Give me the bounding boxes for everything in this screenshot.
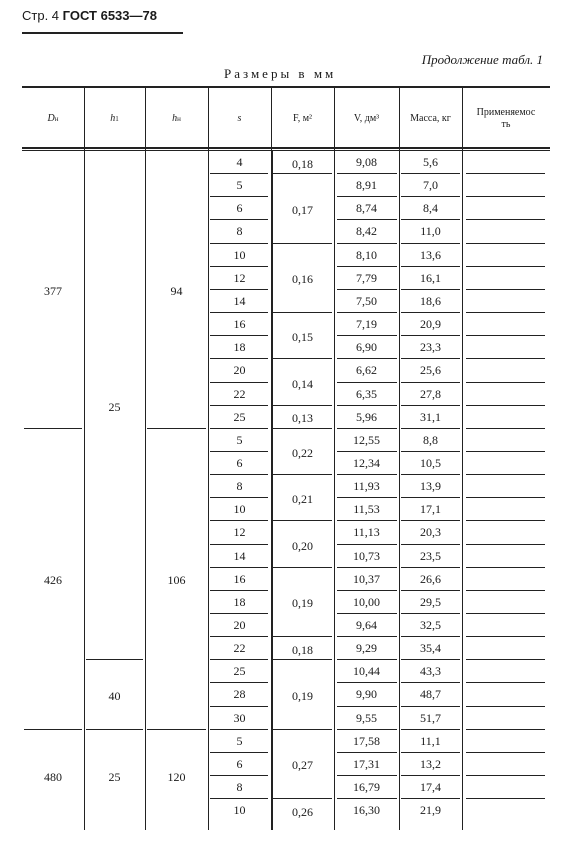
row-line-v — [337, 544, 397, 545]
cell-s: 8 — [236, 224, 243, 239]
cell-s: 6 — [236, 756, 243, 771]
row-line-v — [337, 659, 397, 660]
cell-mass: 17,4 — [420, 780, 441, 795]
row-line-mass — [401, 520, 460, 521]
row-line-usage — [466, 219, 545, 220]
cell-f: 0,19 — [292, 689, 313, 704]
row-line-usage — [466, 312, 545, 313]
row-line-s — [210, 428, 268, 429]
cell-v: 6,90 — [356, 340, 377, 355]
row-line-v — [337, 358, 397, 359]
row-line-s — [210, 682, 268, 683]
cell-s: 14 — [233, 548, 246, 563]
row-line-usage — [466, 682, 545, 683]
row-line-v — [337, 775, 397, 776]
cell-v: 10,00 — [353, 594, 380, 609]
cell-s: 22 — [233, 641, 246, 656]
cell-f: 0,22 — [292, 445, 313, 460]
row-line-v — [337, 173, 397, 174]
cell-mass: 18,6 — [420, 293, 441, 308]
row-line-mass — [401, 752, 460, 753]
column-divider — [462, 86, 463, 830]
cell-f-divider — [273, 659, 332, 660]
row-line-usage — [466, 544, 545, 545]
row-line-usage — [466, 173, 545, 174]
cell-s: 30 — [233, 710, 246, 725]
row-line-usage — [466, 405, 545, 406]
cell-mass: 11,0 — [420, 224, 441, 239]
row-line-mass — [401, 243, 460, 244]
cell-f-divider — [273, 520, 332, 521]
row-line-s — [210, 520, 268, 521]
cell-hn: 120 — [167, 770, 186, 785]
cell-s: 6 — [236, 201, 243, 216]
cell-f-divider — [273, 358, 332, 359]
row-line-v — [337, 266, 397, 267]
page-header — [22, 8, 157, 23]
row-line-mass — [401, 798, 460, 799]
row-line-s — [210, 474, 268, 475]
cell-hn: 94 — [170, 283, 183, 298]
cell-mass: 13,9 — [420, 479, 441, 494]
row-line-s — [210, 752, 268, 753]
cell-v: 11,13 — [353, 525, 380, 540]
cell-s: 5 — [236, 432, 243, 447]
row-line-v — [337, 752, 397, 753]
col-header-s: s — [237, 113, 242, 124]
row-line-s — [210, 405, 268, 406]
row-line-s — [210, 729, 268, 730]
row-line-usage — [466, 775, 545, 776]
cell-f: 0,19 — [292, 596, 313, 611]
cell-s: 6 — [236, 455, 243, 470]
cell-mass: 11,1 — [420, 733, 441, 748]
cell-hn: 106 — [167, 573, 186, 588]
cell-hn-divider — [147, 729, 206, 730]
cell-s: 25 — [233, 409, 246, 424]
row-line-mass — [401, 266, 460, 267]
cell-f: 0,13 — [292, 411, 313, 426]
cell-v: 10,73 — [353, 548, 380, 563]
row-line-mass — [401, 729, 460, 730]
cell-f: 0,26 — [292, 804, 313, 819]
row-line-mass — [401, 289, 460, 290]
row-line-usage — [466, 659, 545, 660]
row-line-v — [337, 196, 397, 197]
cell-f-divider — [273, 405, 332, 406]
cell-s: 16 — [233, 571, 246, 586]
cell-s: 28 — [233, 687, 246, 702]
cell-v: 17,31 — [353, 756, 380, 771]
standard-number: ГОСТ 6533—78 — [62, 8, 157, 23]
row-line-mass — [401, 474, 460, 475]
cell-v: 9,90 — [356, 687, 377, 702]
cell-h1: 40 — [108, 689, 121, 704]
row-line-usage — [466, 382, 545, 383]
cell-mass: 10,5 — [420, 455, 441, 470]
cell-f: 0,17 — [292, 202, 313, 217]
cell-mass: 13,2 — [420, 756, 441, 771]
cell-v: 9,55 — [356, 710, 377, 725]
row-line-v — [337, 729, 397, 730]
row-line-mass — [401, 544, 460, 545]
cell-f: 0,27 — [292, 758, 313, 773]
col-header-f: F, м² — [292, 113, 313, 124]
cell-v: 16,30 — [353, 803, 380, 818]
cell-f-divider — [273, 173, 332, 174]
row-line-v — [337, 428, 397, 429]
cell-s: 25 — [233, 664, 246, 679]
cell-f-divider — [273, 474, 332, 475]
row-line-s — [210, 196, 268, 197]
row-line-usage — [466, 335, 545, 336]
row-line-s — [210, 219, 268, 220]
cell-f: 0,16 — [292, 272, 313, 287]
row-line-usage — [466, 613, 545, 614]
cell-hn-divider — [147, 428, 206, 429]
col-header-mass: Масса, кг — [410, 113, 451, 124]
row-line-s — [210, 798, 268, 799]
row-line-v — [337, 335, 397, 336]
cell-mass: 51,7 — [420, 710, 441, 725]
row-line-mass — [401, 428, 460, 429]
cell-v: 8,74 — [356, 201, 377, 216]
cell-v: 9,64 — [356, 618, 377, 632]
cell-s: 5 — [236, 733, 243, 748]
row-line-mass — [401, 312, 460, 313]
cell-s: 22 — [233, 386, 246, 401]
cell-v: 8,42 — [356, 224, 377, 239]
row-line-s — [210, 289, 268, 290]
cell-f-divider — [273, 636, 332, 637]
row-line-v — [337, 590, 397, 591]
cell-f: 0,15 — [292, 330, 313, 345]
cell-f-divider — [273, 312, 332, 313]
row-line-s — [210, 775, 268, 776]
row-line-mass — [401, 682, 460, 683]
cell-mass: 26,6 — [420, 571, 441, 586]
row-line-mass — [401, 405, 460, 406]
cell-dn: 426 — [44, 573, 62, 588]
cell-s: 10 — [233, 803, 246, 818]
cell-v: 12,34 — [353, 455, 380, 470]
row-line-usage — [466, 729, 545, 730]
row-line-v — [337, 474, 397, 475]
cell-v: 11,53 — [353, 502, 380, 517]
row-line-mass — [401, 358, 460, 359]
row-line-v — [337, 382, 397, 383]
cell-f: 0,14 — [292, 376, 313, 391]
row-line-s — [210, 659, 268, 660]
cell-v: 17,58 — [353, 733, 380, 748]
cell-s: 8 — [236, 479, 243, 494]
cell-mass: 21,9 — [420, 803, 441, 818]
row-line-usage — [466, 636, 545, 637]
row-line-v — [337, 567, 397, 568]
cell-dn-divider — [24, 729, 82, 730]
row-line-usage — [466, 798, 545, 799]
cell-f-divider — [273, 567, 332, 568]
row-line-usage — [466, 196, 545, 197]
row-line-usage — [466, 752, 545, 753]
cell-s: 18 — [233, 340, 246, 355]
row-line-usage — [466, 520, 545, 521]
cell-mass: 20,3 — [420, 525, 441, 540]
cell-v: 10,44 — [353, 664, 380, 679]
row-line-s — [210, 382, 268, 383]
cell-v: 9,29 — [356, 641, 377, 656]
col-header-usage: Применяемость — [476, 107, 536, 130]
cell-s: 16 — [233, 317, 246, 332]
row-line-mass — [401, 706, 460, 707]
cell-v: 16,79 — [353, 780, 380, 795]
row-line-v — [337, 497, 397, 498]
cell-mass: 27,8 — [420, 386, 441, 401]
header-underline — [22, 32, 183, 34]
row-line-s — [210, 312, 268, 313]
cell-s: 18 — [233, 594, 246, 609]
cell-s: 14 — [233, 293, 246, 308]
row-line-mass — [401, 335, 460, 336]
row-line-v — [337, 289, 397, 290]
cell-f-divider — [273, 243, 332, 244]
cell-dn: 377 — [44, 283, 62, 298]
row-line-s — [210, 358, 268, 359]
cell-f: 0,18 — [292, 642, 313, 657]
row-line-mass — [401, 382, 460, 383]
row-line-mass — [401, 636, 460, 637]
cell-v: 7,19 — [356, 317, 377, 332]
row-line-usage — [466, 706, 545, 707]
column-divider — [145, 86, 146, 830]
cell-mass: 32,5 — [420, 618, 441, 632]
row-line-s — [210, 497, 268, 498]
cell-v: 7,50 — [356, 293, 377, 308]
cell-s: 10 — [233, 247, 246, 262]
row-line-s — [210, 590, 268, 591]
cell-v: 11,93 — [353, 479, 380, 494]
row-line-s — [210, 613, 268, 614]
cell-mass: 23,5 — [420, 548, 441, 563]
cell-h1-divider — [86, 659, 143, 660]
header-bottom-border-2 — [22, 150, 550, 151]
row-line-v — [337, 219, 397, 220]
row-line-usage — [466, 474, 545, 475]
cell-mass: 20,9 — [420, 317, 441, 332]
row-line-s — [210, 706, 268, 707]
cell-mass: 29,5 — [420, 594, 441, 609]
cell-h1-divider — [86, 729, 143, 730]
row-line-usage — [466, 497, 545, 498]
row-line-mass — [401, 613, 460, 614]
row-line-v — [337, 243, 397, 244]
row-line-s — [210, 335, 268, 336]
cell-mass: 25,6 — [420, 363, 441, 378]
row-line-mass — [401, 775, 460, 776]
row-line-mass — [401, 173, 460, 174]
row-line-mass — [401, 590, 460, 591]
cell-v: 8,91 — [356, 178, 377, 193]
cell-v: 5,96 — [356, 409, 377, 424]
cell-h1: 25 — [108, 770, 121, 785]
cell-s: 12 — [233, 525, 246, 540]
row-line-mass — [401, 497, 460, 498]
cell-s: 12 — [233, 270, 246, 285]
cell-mass: 8,8 — [423, 432, 438, 447]
row-line-v — [337, 636, 397, 637]
cell-mass: 43,3 — [420, 664, 441, 679]
row-line-mass — [401, 567, 460, 568]
row-line-s — [210, 451, 268, 452]
row-line-usage — [466, 451, 545, 452]
row-line-mass — [401, 451, 460, 452]
table-caption: Размеры в мм — [224, 66, 337, 81]
row-line-usage — [466, 289, 545, 290]
cell-s: 4 — [236, 155, 243, 169]
cell-s: 8 — [236, 780, 243, 795]
table-top-border — [22, 86, 550, 88]
cell-mass: 23,3 — [420, 340, 441, 355]
column-divider — [84, 86, 85, 830]
cell-v: 8,10 — [356, 247, 377, 262]
cell-v: 6,35 — [356, 386, 377, 401]
row-line-mass — [401, 659, 460, 660]
cell-f: 0,18 — [292, 156, 313, 171]
cell-v: 10,37 — [353, 571, 380, 586]
row-line-usage — [466, 266, 545, 267]
cell-mass: 13,6 — [420, 247, 441, 262]
cell-mass: 17,1 — [420, 502, 441, 517]
cell-s: 10 — [233, 502, 246, 517]
row-line-s — [210, 544, 268, 545]
row-line-v — [337, 312, 397, 313]
col-header-v: V, дм³ — [353, 113, 380, 124]
page-number: Стр. 4 — [22, 8, 60, 23]
col-header-h1: h 1 — [110, 113, 119, 124]
cell-f-divider — [273, 798, 332, 799]
row-line-v — [337, 520, 397, 521]
cell-s: 5 — [236, 178, 243, 193]
cell-v: 7,79 — [356, 270, 377, 285]
row-line-usage — [466, 428, 545, 429]
row-line-s — [210, 266, 268, 267]
col-header-hn: h н — [172, 113, 181, 124]
row-line-v — [337, 613, 397, 614]
row-line-v — [337, 706, 397, 707]
row-line-usage — [466, 567, 545, 568]
cell-mass: 7,0 — [423, 178, 438, 193]
row-line-s — [210, 243, 268, 244]
cell-s: 20 — [233, 618, 246, 632]
row-line-usage — [466, 590, 545, 591]
row-line-usage — [466, 243, 545, 244]
cell-mass: 16,1 — [420, 270, 441, 285]
cell-mass: 31,1 — [420, 409, 441, 424]
cell-f-divider — [273, 729, 332, 730]
col-header-dn: D н — [47, 113, 59, 124]
table-continuation: Продолжение табл. 1 — [421, 52, 543, 67]
cell-s: 20 — [233, 363, 246, 378]
row-line-v — [337, 451, 397, 452]
cell-mass: 8,4 — [423, 201, 438, 216]
row-line-s — [210, 636, 268, 637]
row-line-s — [210, 567, 268, 568]
cell-v: 6,62 — [356, 363, 377, 378]
row-line-v — [337, 682, 397, 683]
cell-dn: 480 — [44, 770, 62, 785]
cell-mass: 5,6 — [423, 155, 438, 169]
row-line-v — [337, 798, 397, 799]
cell-v: 9,08 — [356, 155, 377, 169]
row-line-mass — [401, 196, 460, 197]
cell-dn-divider — [24, 428, 82, 429]
cell-v: 12,55 — [353, 432, 380, 447]
row-line-usage — [466, 358, 545, 359]
cell-mass: 48,7 — [420, 687, 441, 702]
cell-mass: 35,4 — [420, 641, 441, 656]
cell-f-divider — [273, 428, 332, 429]
cell-f: 0,21 — [292, 492, 313, 507]
cell-h1: 25 — [108, 399, 121, 414]
row-line-v — [337, 405, 397, 406]
row-line-mass — [401, 219, 460, 220]
row-line-s — [210, 173, 268, 174]
cell-f: 0,20 — [292, 538, 313, 553]
